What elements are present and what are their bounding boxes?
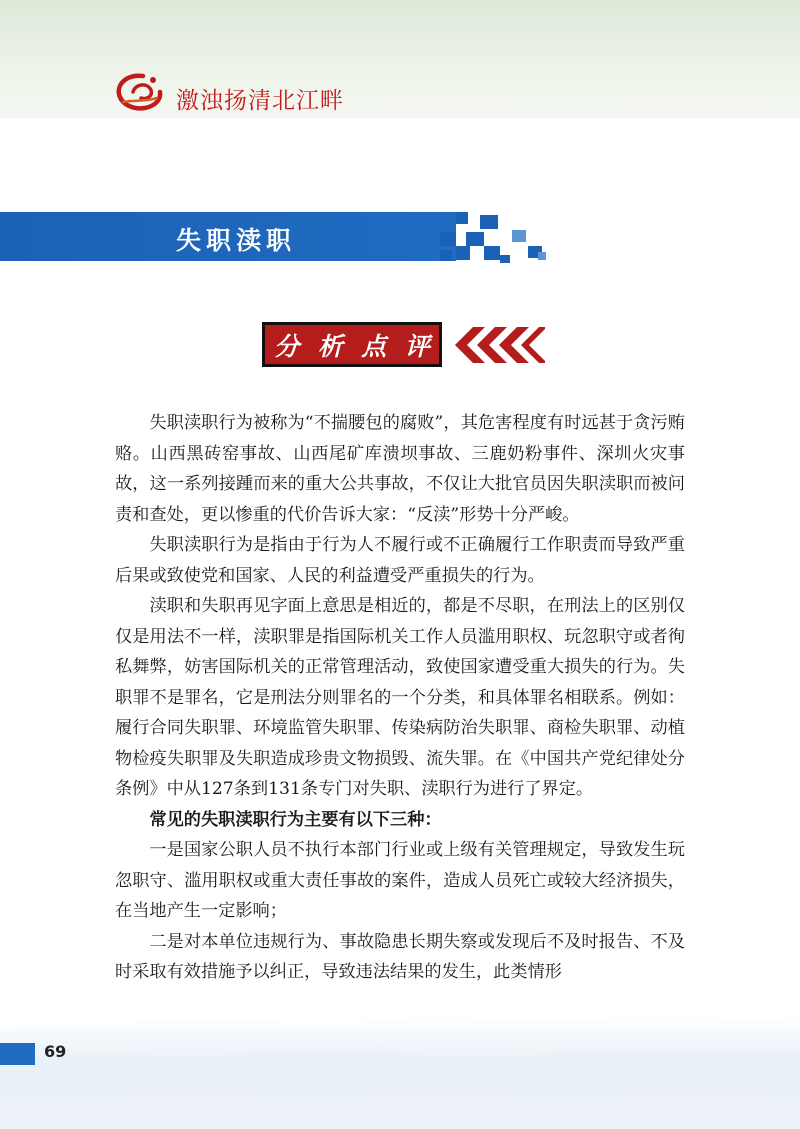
banner-char: 分 bbox=[274, 331, 300, 361]
paragraph: 失职渎职行为是指由于行为人不履行或不正确履行工作职责而导致严重后果或致使党和国家、人民的利益遭受严重损失的行为。 bbox=[115, 535, 685, 586]
banner-char: 点 bbox=[361, 331, 387, 361]
paragraph-heading: 常见的失职渎职行为主要有以下三种： bbox=[149, 809, 442, 830]
section-title: 失职渎职 bbox=[176, 226, 297, 255]
analysis-banner bbox=[262, 322, 442, 367]
paragraph: 失职渎职行为被称为“不揣腰包的腐败”，其危害程度有时远甚于贪污贿赂。山西黑砖窑事故、山西尾矿库溃坝事故、三鹿奶粉事件、深圳火灾事故，这一系列接踵而来的重大公共事故，不仅让大批官员因失职渎职而被问责和查处，更以惨重的代价告诉大家：“反渎”形势十分严峻。 bbox=[115, 413, 685, 525]
page-number: 69 bbox=[44, 1042, 67, 1061]
paragraph: 二是对本单位违规行为、事故隐患长期失察或发现后不及时报告、不及时采取有效措施予以纠正，导致违法结果的发生，此类情形 bbox=[115, 931, 685, 982]
paragraph: 渎职和失职再见字面上意思是相近的，都是不尽职，在刑法上的区别仅仅是用法不一样，渎职罪是指国际机关工作人员滥用职权、玩忽职守或者徇私舞弊，妨害国际机关的正常管理活动，致使国家遭受重大损失的行为。失职罪不是罪名，它是刑法分则罪名的一个分类，和具体罪名相联系。例如：履行合同失职罪、环境监管失职罪、传染病防治失职罪、商检失职罪、动植物检疫失职罪及失职造成珍贵文物损毁、流失罪。在《中国共产党纪律处分条例》中从127条到131条专门对失职、渎职行为进行了界定。 bbox=[115, 596, 685, 799]
banner-char: 评 bbox=[404, 331, 430, 361]
header-title: 激浊扬清北江畔 bbox=[176, 88, 344, 114]
page-number-bar bbox=[0, 1043, 35, 1065]
paragraph: 一是国家公职人员不执行本部门行业或上级有关管理规定，导致发生玩忽职守、滥用职权或重大责任事故的案件，造成人员死亡或较大经济损失，在当地产生一定影响； bbox=[115, 840, 685, 921]
mountain-watermark bbox=[0, 990, 800, 1129]
chevron-left-icon bbox=[453, 327, 545, 363]
article-body bbox=[115, 408, 685, 988]
banner-char: 析 bbox=[317, 331, 343, 361]
logo-icon bbox=[113, 72, 167, 112]
